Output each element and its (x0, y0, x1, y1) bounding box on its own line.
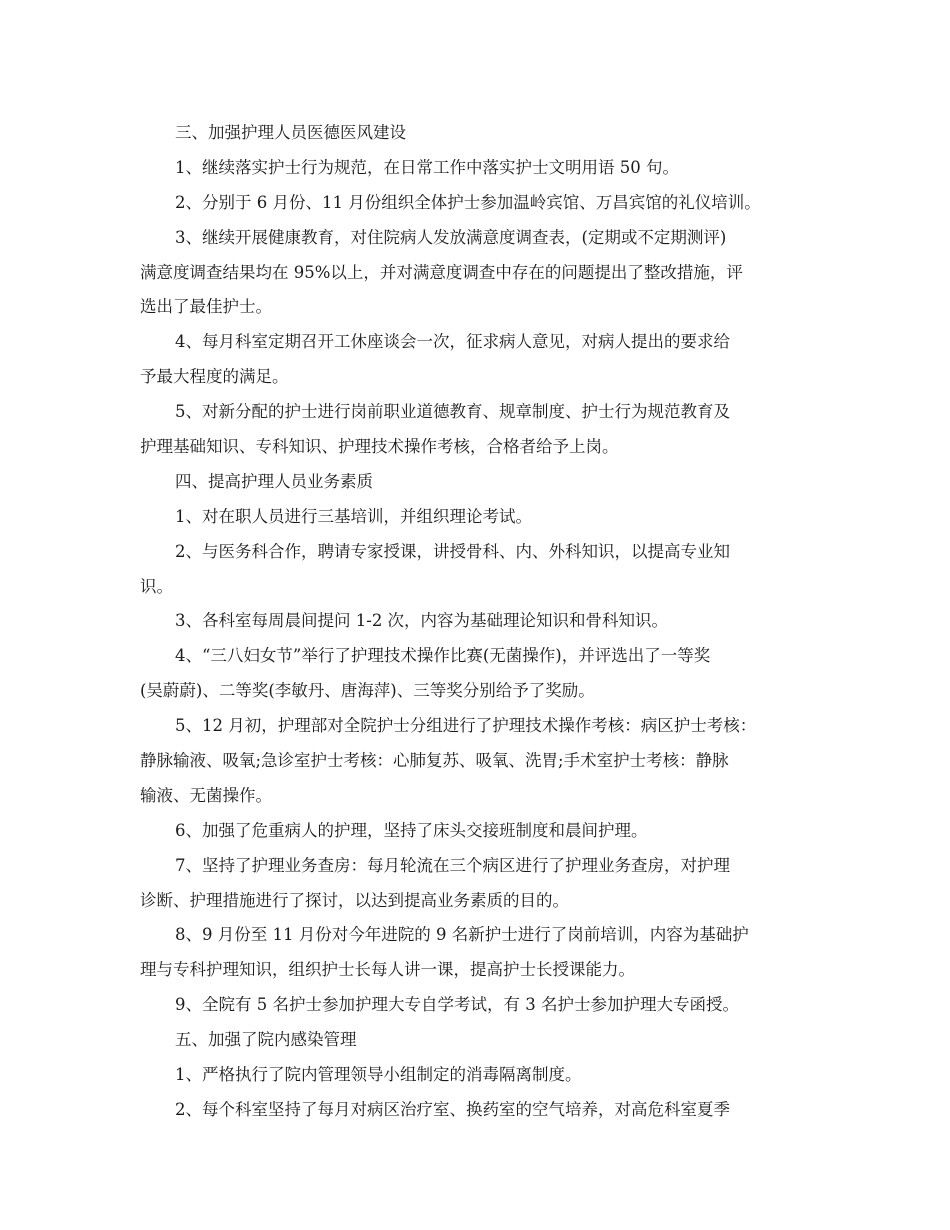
text-line: 2、分别于 6 月份、11 月份组织全体护士参加温岭宾馆、万昌宾馆的礼仪培训。 (175, 192, 761, 212)
text-line: 1、对在职人员进行三基培训，并组织理论考试。 (175, 506, 532, 526)
text-line: 输液、无菌操作。 (140, 785, 272, 805)
document-body (140, 116, 820, 1128)
text-line: 护理基础知识、专科知识、护理技术操作考核，合格者给予上岗。 (140, 437, 619, 457)
text-line: 满意度调查结果均在 95%以上，并对满意度调查中存在的问题提出了整改措施，评 (140, 262, 743, 282)
text-line: 8、9 月份至 11 月份对今年进院的 9 名新护士进行了岗前培训，内容为基础护 (175, 925, 749, 945)
text-line: 识。 (140, 576, 173, 596)
text-line: 7、坚持了护理业务查房：每月轮流在三个病区进行了护理业务查房，对护理 (175, 855, 730, 875)
text-line: 五、加强了院内感染管理 (175, 1030, 357, 1050)
text-line: 予最大程度的满足。 (140, 367, 289, 387)
text-line: 选出了最佳护士。 (140, 297, 272, 317)
text-line: 静脉输液、吸氧;急诊室护士考核：心肺复苏、吸氧、洗胃;手术室护士考核：静脉 (140, 751, 729, 771)
text-line: (吴蔚蔚)、二等奖(李敏丹、唐海萍)、三等奖分别给予了奖励。 (140, 681, 595, 701)
text-line: 1、继续落实护士行为规范，在日常工作中落实护士文明用语 50 句。 (175, 157, 679, 177)
text-line: 三、加强护理人员医德医风建设 (175, 123, 406, 142)
text-line: 理与专科护理知识，组织护士长每人讲一课，提高护士长授课能力。 (140, 960, 635, 980)
text-line: 诊断、护理措施进行了探讨，以达到提高业务素质的目的。 (140, 890, 569, 910)
text-line: 4、“三八妇女节”举行了护理技术操作比赛(无菌操作)，并评选出了一等奖 (175, 646, 711, 666)
text-line: 1、严格执行了院内管理领导小组制定的消毒隔离制度。 (175, 1065, 582, 1085)
text-line: 3、继续开展健康教育，对住院病人发放满意度调查表，(定期或不定期测评) (175, 227, 727, 247)
text-line: 2、每个科室坚持了每月对病区治疗室、换药室的空气培养，对高危科室夏季 (175, 1099, 730, 1119)
text-line: 6、加强了危重病人的护理，坚持了床头交接班制度和晨间护理。 (175, 820, 648, 840)
text-line: 四、提高护理人员业务素质 (175, 471, 373, 491)
text-line: 2、与医务科合作，聘请专家授课，讲授骨科、内、外科知识，以提高专业知 (175, 541, 730, 561)
text-line: 9、全院有 5 名护士参加护理大专自学考试，有 3 名护士参加护理大专函授。 (175, 995, 739, 1015)
text-line: 3、各科室每周晨间提问 1-2 次，内容为基础理论知识和骨科知识。 (175, 611, 669, 631)
text-line: 5、对新分配的护士进行岗前职业道德教育、规章制度、护士行为规范教育及 (175, 402, 730, 422)
text-line: 5、12 月初，护理部对全院护士分组进行了护理技术操作考核：病区护士考核： (175, 716, 757, 736)
text-line: 4、每月科室定期召开工休座谈会一次，征求病人意见，对病人提出的要求给 (175, 332, 730, 352)
